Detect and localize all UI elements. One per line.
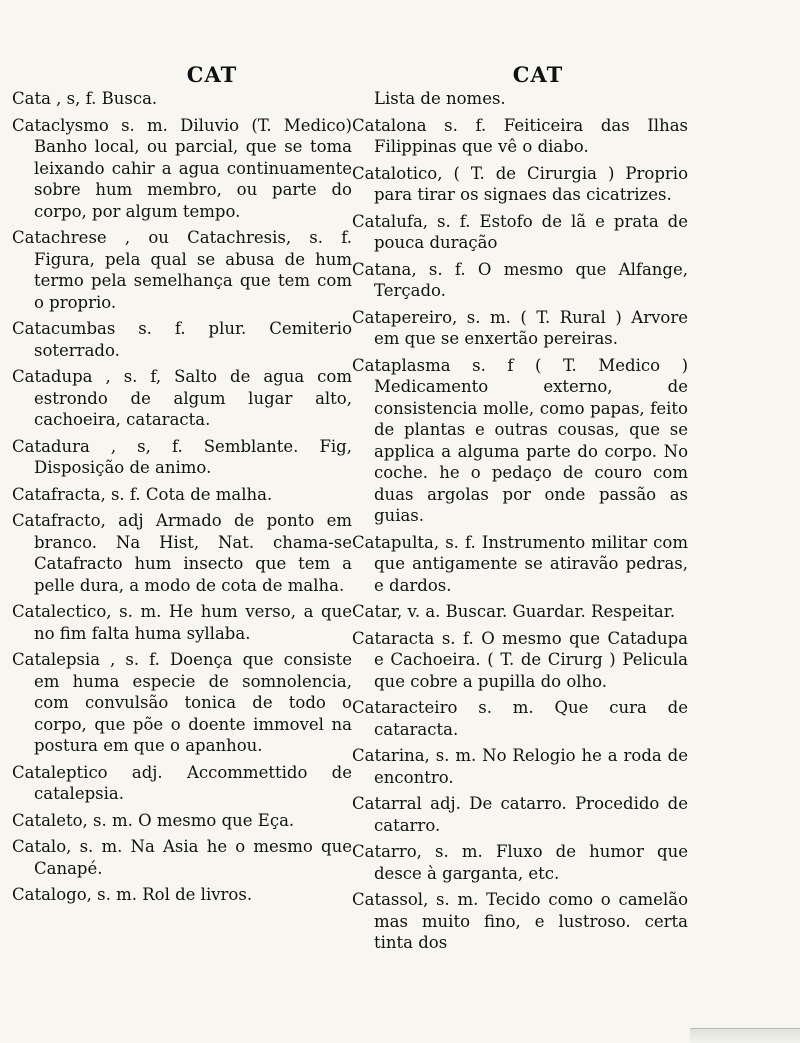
- dictionary-entry: Cata , s, f. Busca.: [12, 89, 158, 108]
- right-column: [352, 62, 688, 959]
- dictionary-entry: Catalufa, s. f. Estofo de lã e prata de pouca duração: [352, 211, 688, 252]
- left-column: [12, 62, 352, 911]
- dictionary-entry: Cataracteiro s. m. Que cura de cataracta.: [352, 698, 688, 739]
- dictionary-entry: Cataleto, s. m. O mesmo que Eça.: [12, 810, 295, 830]
- dictionary-entry: Catassol, s. m. Tecido como o camelão mas muito fino, e lustroso. certa tinta dos: [352, 890, 688, 952]
- dictionary-entry: Catalogo, s. m. Rol de livros.: [12, 885, 253, 904]
- dictionary-entry: Catarina, s. m. No Relogio he a roda de encontro.: [352, 746, 688, 787]
- dictionary-entry: Cataleptico adj. Accommettido de catalepsia.: [12, 762, 352, 803]
- dictionary-entry: Catar, v. a. Buscar. Guardar. Respeitar.: [352, 602, 676, 621]
- dictionary-entry: Catalectico, s. m. He hum verso, a que no fim falta huma syllaba.: [12, 602, 352, 643]
- right-column-header: CAT: [512, 62, 564, 87]
- left-column-header: CAT: [186, 62, 238, 87]
- dictionary-entry: Cataclysmo s. m. Diluvio (T. Medico) Banho local, ou parcial, que se toma leixando cahir a agua continuamente sobre hum membro, ou parte do corpo, por algum tempo.: [12, 115, 352, 221]
- dictionary-entry: Cataplasma s. f ( T. Medico ) Medicamento externo, de consistencia molle, como papas, feito de plantas e outras cousas, que se applica a alguma parte do corpo. No coche. he o pedaço de couro com duas argolas por onde passão as guias.: [352, 355, 688, 525]
- page-edge: [690, 1028, 800, 1043]
- continued-entry: Lista de nomes.: [374, 89, 506, 108]
- dictionary-entry: Catafracta, s. f. Cota de malha.: [12, 484, 273, 504]
- dictionary-entry: Catana, s. f. O mesmo que Alfange, Terçado.: [352, 259, 688, 300]
- dictionary-entry: Catadupa , s. f, Salto de agua com estrondo de algum lugar alto, cachoeira, cataracta.: [12, 367, 352, 429]
- dictionary-entry: Catarro, s. m. Fluxo de humor que desce à garganta, etc.: [352, 842, 688, 883]
- dictionary-entry: Catachrese , ou Catachresis, s. f. Figura, pela qual se abusa de hum termo pela semelhança que tem com o proprio.: [12, 228, 352, 312]
- dictionary-entry: Catalotico, ( T. de Cirurgia ) Proprio para tirar os signaes das cicatrizes.: [352, 163, 688, 204]
- dictionary-entry: Catafracto, adj Armado de ponto em branco. Na Hist, Nat. chama-se Catafracto hum insecto que tem a pelle dura, a modo de cota de malha.: [12, 511, 352, 595]
- dictionary-entry: Cataracta s. f. O mesmo que Catadupa e Cachoeira. ( T. de Cirurg ) Pelicula que cobre a pupilla do olho.: [352, 628, 688, 691]
- dictionary-entry: Catalepsia , s. f. Doença que consiste em huma especie de somnolencia, com convulsão tonica de todo o corpo, que põe o doente immovel na postura em que o apanhou.: [12, 650, 352, 755]
- dictionary-entry: Catapereiro, s. m. ( T. Rural ) Arvore em que se enxertão pereiras.: [352, 307, 688, 348]
- dictionary-entry: Catarral adj. De catarro. Procedido de catarro.: [352, 794, 688, 835]
- dictionary-entry: Catapulta, s. f. Instrumento militar com que antigamente se atiravão pedras, e dardos.: [352, 532, 688, 595]
- dictionary-entry: Catalona s. f. Feiticeira das Ilhas Filippinas que vê o diabo.: [352, 115, 688, 156]
- dictionary-entry: Catacumbas s. f. plur. Cemiterio soterrado.: [12, 319, 352, 360]
- dictionary-entry: Catadura , s, f. Semblante. Fig, Disposição de animo.: [12, 436, 352, 477]
- dictionary-entry: Catalo, s. m. Na Asia he o mesmo que Canapé.: [12, 837, 352, 878]
